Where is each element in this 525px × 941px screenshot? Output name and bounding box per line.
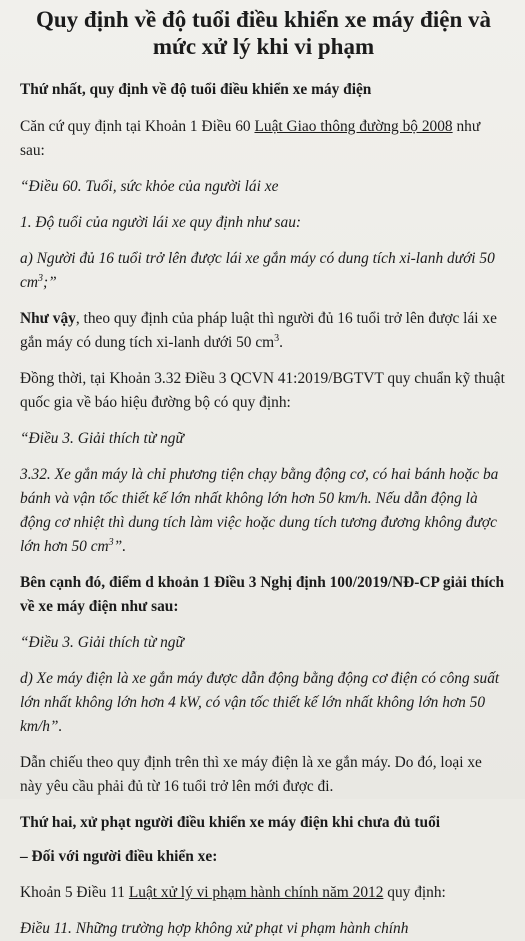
- q1-sup: 3: [37, 272, 43, 284]
- q2-sup: 3: [108, 536, 114, 548]
- paragraph-6: [20, 881, 507, 905]
- paragraph-5: Dẫn chiếu theo quy định trên thì xe máy điện là xe gắn máy. Do đó, loại xe này yêu cầu phải đủ từ 16 tuổi trở lên mới được đi.: [20, 754, 482, 795]
- quote-3-body: d) Xe máy điện là xe gắn máy được dẫn động bằng động cơ điện có công suất lớn nhất không lớn hơn 4 kW, có vận tốc thiết kế lớn nhất không lớn hơn 50 km/h”.: [20, 670, 500, 735]
- q1-text: a) Người đủ 16 tuổi trở lên được lái xe gắn máy có dung tích xi-lanh dưới 50 cm: [20, 250, 495, 291]
- quote-2-title: “Điều 3. Giải thích từ ngữ: [20, 430, 184, 447]
- q1-end: ;”: [42, 274, 57, 291]
- law-link-2008[interactable]: Luật Giao thông đường bộ 2008: [254, 118, 453, 135]
- paragraph-1: [20, 115, 507, 163]
- quote-4-title: Điều 11. Những trường hợp không xử phạt vi phạm hành chính: [20, 920, 409, 937]
- section-2-heading: Thứ hai, xử phạt người điều khiển xe máy điện khi chưa đủ tuổi: [20, 814, 441, 831]
- quote-2-body: [20, 463, 507, 559]
- quote-3-title: “Điều 3. Giải thích từ ngữ: [20, 634, 184, 651]
- q2-text: 3.32. Xe gắn máy là chỉ phương tiện chạy bằng động cơ, có hai bánh hoặc ba bánh và vận tốc thiết kế lớn nhất không lớn hơn 50 km/h. Nếu dẫn động là động cơ nhiệt thì dung tích làm việc hoặc dung tích tương đương không được lớn hơn 50 cm: [20, 466, 499, 555]
- section-2-subheading: – Đối với người điều khiển xe:: [20, 848, 218, 865]
- q2-end: ”.: [113, 538, 127, 555]
- p1-suffix: như sau:: [20, 118, 481, 159]
- quote-1-clause: 1. Độ tuổi của người lái xe quy định như sau:: [20, 214, 302, 231]
- paragraph-2: [20, 307, 507, 355]
- quote-1-title: “Điều 60. Tuổi, sức khỏe của người lái xe: [20, 178, 279, 195]
- title-line-1: Quy định về độ tuổi điều khiển xe máy điện và: [36, 7, 491, 32]
- paragraph-3: Đồng thời, tại Khoản 3.32 Điều 3 QCVN 41:2019/BGTVT quy chuẩn kỹ thuật quốc gia về báo hiệu đường bộ có quy định:: [20, 370, 505, 411]
- p2-sup: 3: [274, 332, 280, 344]
- p6-suffix: quy định:: [383, 884, 446, 901]
- paragraph-4: Bên cạnh đó, điểm d khoản 1 Điều 3 Nghị định 100/2019/NĐ-CP giải thích về xe máy điện như sau:: [20, 574, 505, 615]
- law-link-2012[interactable]: Luật xử lý vi phạm hành chính năm 2012: [128, 884, 384, 901]
- section-1-heading: Thứ nhất, quy định về độ tuổi điều khiển xe máy điện: [20, 81, 372, 98]
- p2-end: .: [279, 334, 283, 351]
- quote-1-point-a: [20, 247, 507, 295]
- p1-prefix: Căn cứ quy định tại Khoản 1 Điều 60: [20, 118, 255, 135]
- title-line-2: mức xử lý khi vi phạm: [152, 34, 375, 59]
- p2-text: , theo quy định của pháp luật thì người đủ 16 tuổi trở lên được lái xe gắn máy có dung tích xi-lanh dưới 50 cm: [20, 310, 497, 351]
- p2-bold: Như vậy: [20, 310, 76, 327]
- document-title: [20, 6, 507, 60]
- p6-prefix: Khoản 5 Điều 11: [20, 884, 129, 901]
